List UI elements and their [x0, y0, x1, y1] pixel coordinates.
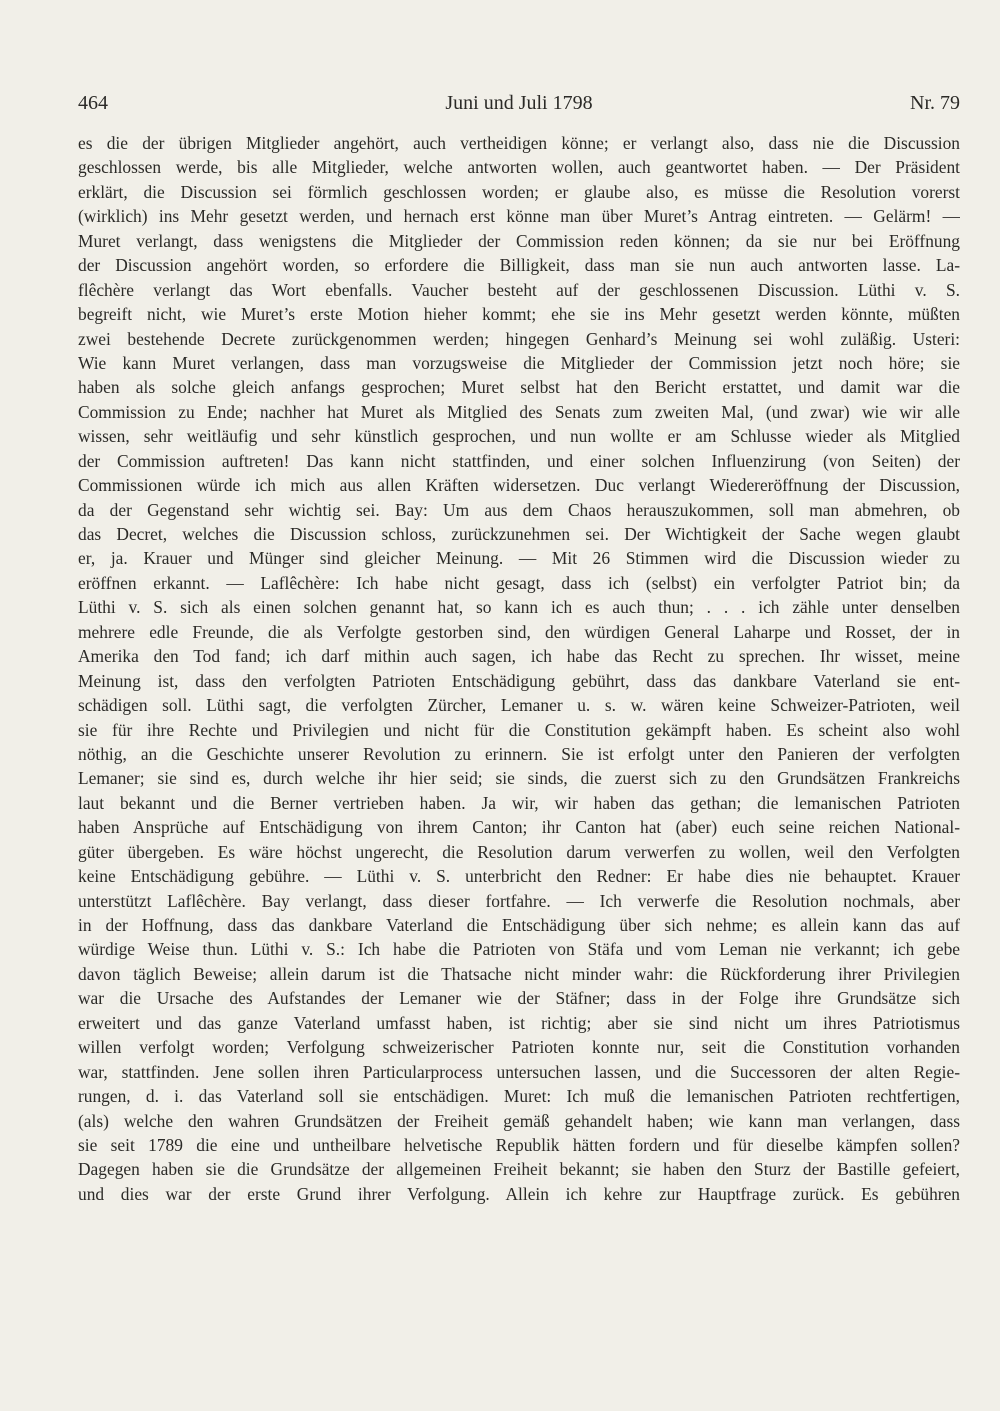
text-line: Amerika den Tod fand; ich darf mithin auch sagen, ich habe das Recht zu sprechen. Ihr wisset, meine [78, 646, 960, 667]
text-line: keine Entschädigung gebühre. — Lüthi v. S. unterbricht den Redner: Er habe dies nie behauptet. Krauer [78, 866, 960, 887]
running-title: Juni und Juli 1798 [445, 92, 593, 114]
text-line: geschlossen werde, bis alle Mitglieder, welche antworten wollen, auch geantwortet haben. — Der Präsident [78, 157, 960, 178]
text-line: Lemaner; sie sind es, durch welche ihr hier seid; sie sinds, die zuerst sich zu den Grundsätzen Frankreichs [78, 768, 960, 789]
text-line: Muret verlangt, dass wenigstens die Mitglieder der Commission reden können; da sie nur bei Eröffnung [78, 230, 960, 251]
page-number: 464 [78, 92, 108, 114]
text-line: zwei bestehende Decrete zurückgenommen werden; hingegen Genhard’s Meinung sei wohl zuläßig. Usteri: [78, 328, 960, 349]
text-line: mehrere edle Freunde, die als Verfolgte gestorben sind, den würdigen General Laharpe und Rosset, der in [78, 621, 960, 642]
text-line: flêchère verlangt das Wort ebenfalls. Vaucher besteht auf der geschlossenen Discussion. Lüthi v. S. [78, 279, 960, 300]
text-line: davon täglich Beweise; allein darum ist die Thatsache nicht minder wahr: die Rückforderung ihrer Privilegien [78, 963, 960, 984]
text-line: rungen, d. i. das Vaterland soll sie entschädigen. Muret: Ich muß die lemanischen Patrioten rechtfertigen, [78, 1086, 960, 1107]
text-line: eröffnen erkannt. — Laflêchère: Ich habe nicht gesagt, dass ich (selbst) ein verfolgter Patriot bin; da [78, 572, 960, 593]
text-line: willen verfolgt worden; Verfolgung schweizerischer Patrioten konnte nur, seit die Constitution vorhanden [78, 1037, 960, 1058]
text-line: erklärt, die Discussion sei förmlich geschlossen worden; er glaube also, es müsse die Resolution vorerst [78, 181, 960, 202]
text-line: würdige Weise thun. Lüthi v. S.: Ich habe die Patrioten von Stäfa und vom Leman nie verkannt; ich gebe [78, 939, 960, 960]
text-line: Dagegen haben sie die Grundsätze der allgemeinen Freiheit bekannt; sie haben den Sturz der Bastille gefeiert, [78, 1159, 960, 1180]
document-number: Nr. 79 [910, 92, 960, 114]
text-line: nöthig, an die Geschichte unserer Revolution zu erinnern. Sie ist erfolgt unter den Panieren der verfolgten [78, 743, 960, 764]
text-line: da der Gegenstand sehr wichtig sei. Bay: Um aus dem Chaos herauszukommen, soll man abmehren, ob [78, 499, 960, 520]
text-line: war, stattfinden. Jene sollen ihren Particularprocess untersuchen lassen, und die Successoren der alten Regie- [78, 1061, 960, 1082]
text-line: der Discussion angehört worden, so erfordere die Billigkeit, dass man sie nun auch antworten lasse. La- [78, 255, 960, 276]
text-line: laut bekannt und die Berner vertrieben haben. Ja wir, wir haben das gethan; die lemanischen Patrioten [78, 792, 960, 813]
text-line: haben Ansprüche auf Entschädigung von ihrem Canton; ihr Canton hat (aber) euch seine reichen National- [78, 817, 960, 838]
text-line: in der Hoffnung, dass das dankbare Vaterland die Entschädigung über sich nehme; es allein kann das auf [78, 915, 960, 935]
text-line: schädigen soll. Lüthi sagt, die verfolgten Zürcher, Lemaner u. s. w. wären keine Schweizer-Patrioten, weil [78, 695, 960, 716]
text-line: wissen, sehr weitläufig und sehr künstlich gesprochen, und nun wollte er am Schlusse wieder als Mitglied [78, 426, 960, 447]
text-line: er, ja. Krauer und Münger sind gleicher Meinung. — Mit 26 Stimmen wird die Discussion wieder zu [78, 548, 960, 569]
text-line: sie seit 1789 die eine und untheilbare helvetische Republik hätten fordern und für dieselbe kämpfen sollen? [78, 1134, 960, 1155]
text-line: (wirklich) ins Mehr gesetzt werden, und hernach erst könne man über Muret’s Antrag eintreten. — Gelärm! — [78, 206, 960, 227]
text-line: begreift nicht, wie Muret’s erste Motion hieher kommt; ehe sie ins Mehr gesetzt werden könnte, müßten [78, 304, 960, 325]
text-line: haben als solche gleich anfangs gesprochen; Muret selbst hat den Bericht erstattet, und damit war die [78, 377, 960, 398]
text-line: Lüthi v. S. sich als einen solchen genannt hat, so kann ich es auch thun; . . . ich zähle unter denselben [78, 597, 960, 618]
running-header [78, 92, 960, 122]
text-line: Commission zu Ende; nachher hat Muret als Mitglied des Senats zum zweiten Mal, (und zwar) wie wir alle [78, 401, 960, 422]
text-line: Meinung ist, dass den verfolgten Patrioten Entschädigung gebührt, dass das dankbare Vaterland sie ent- [78, 670, 960, 691]
text-line: unterstützt Laflêchère. Bay verlangt, dass dieser fortfahre. — Ich verwerfe die Resolution nochmals, aber [78, 890, 960, 911]
text-line: der Commission auftreten! Das kann nicht stattfinden, und einer solchen Influenzirung (von Seiten) der [78, 450, 960, 471]
text-line: Wie kann Muret verlangen, dass man vorzugsweise die Mitglieder der Commission jetzt noch höre; sie [78, 352, 960, 373]
text-line: war die Ursache des Aufstandes der Lemaner wie der Stäfner; dass in der Folge ihre Grundsätze sich [78, 988, 960, 1009]
body-text [78, 131, 960, 1206]
text-line: erweitert und das ganze Vaterland umfasst haben, ist richtig; aber sie sind nicht um ihres Patriotismus [78, 1012, 960, 1033]
text-line: es die der übrigen Mitglieder angehört, auch vertheidigen könne; er verlangt also, dass nie die Discussion [78, 133, 960, 153]
text-line: Commissionen würde ich mich aus allen Kräften widersetzen. Duc verlangt Wiedereröffnung der Discussion, [78, 475, 960, 496]
text-line: das Decret, welches die Discussion schloss, zurückzunehmen sei. Der Wichtigkeit der Sache wegen glaubt [78, 524, 960, 544]
text-line: und dies war der erste Grund ihrer Verfolgung. Allein ich kehre zur Hauptfrage zurück. Es gebühren [78, 1183, 960, 1204]
text-line: güter übergeben. Es wäre höchst ungerecht, die Resolution darum verwerfen zu wollen, weil den Verfolgten [78, 841, 960, 862]
text-line: sie für ihre Rechte und Privilegien und nicht für die Constitution gekämpft haben. Es scheint also wohl [78, 719, 960, 740]
text-line: (als) welche den wahren Grundsätzen der Freiheit gemäß gehandelt haben; wie kann man verlangen, dass [78, 1110, 960, 1131]
